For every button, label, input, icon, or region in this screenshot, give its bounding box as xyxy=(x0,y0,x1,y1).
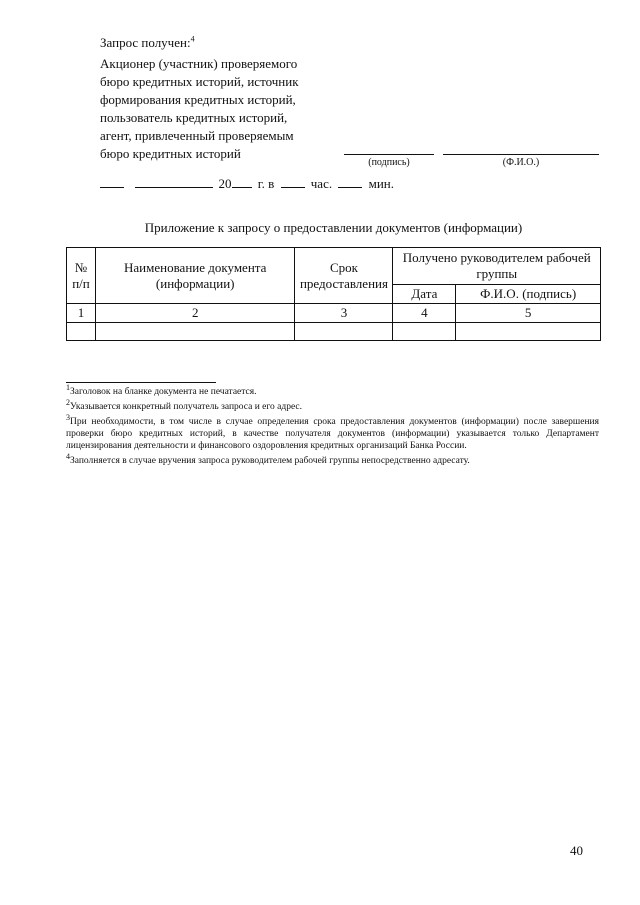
received-label: Запрос получен: xyxy=(100,35,191,50)
footnote-mark: 4 xyxy=(66,451,70,461)
year-prefix: 20 xyxy=(218,176,232,191)
footnote-3 xyxy=(66,412,599,452)
footnote-text: Заполняется в случае вручения запроса руководителем рабочей группы непосредственно адресату. xyxy=(70,456,470,466)
empty-cell xyxy=(456,323,601,341)
year-blank xyxy=(232,175,252,188)
footnotes xyxy=(66,382,599,467)
footnote-text: Заголовок на бланке документа не печатается. xyxy=(70,387,257,397)
empty-cell xyxy=(95,323,295,341)
footnote-mark: 1 xyxy=(66,382,70,392)
signature-caption: (подпись) xyxy=(368,157,410,168)
signature-line xyxy=(344,154,434,155)
empty-row xyxy=(67,323,601,341)
header-date: Дата xyxy=(393,285,456,304)
recipient-line: Акционер (участник) проверяемого xyxy=(100,56,298,71)
recipient-line: пользователь кредитных историй, xyxy=(100,110,288,125)
header-fio-sign: Ф.И.О. (подпись) xyxy=(456,285,601,304)
fio-caption: (Ф.И.О.) xyxy=(502,157,540,168)
column-number: 2 xyxy=(95,304,295,323)
minutes-blank xyxy=(338,175,362,188)
column-number: 3 xyxy=(295,304,393,323)
minutes-label: мин. xyxy=(368,176,394,191)
appendix-table xyxy=(66,247,601,341)
empty-cell xyxy=(295,323,393,341)
footnote-ref-4: 4 xyxy=(190,34,195,44)
fio-line xyxy=(443,154,599,155)
header-document-name: Наименование документа (информации) xyxy=(95,248,295,304)
page-number: 40 xyxy=(570,843,583,858)
appendix-title: Приложение к запросу о предоставлении документов (информации) xyxy=(144,220,523,235)
footnote-text: При необходимости, в том числе в случае определения срока предоставления документов (информации) после завершения проверки бюро кредитных историй, в качестве получателя документов (информации) указывается только Департамент лицензирования деятельности и финансового оздоровления кредитных организаций Банка России. xyxy=(66,417,599,451)
recipient-line: бюро кредитных историй xyxy=(100,146,241,161)
column-number-row xyxy=(67,304,601,323)
footnote-mark: 2 xyxy=(66,397,70,407)
footnote-separator xyxy=(66,382,216,383)
header-term: Срок предоставления xyxy=(295,248,393,304)
month-blank xyxy=(135,175,213,188)
empty-cell xyxy=(67,323,96,341)
date-time-line xyxy=(100,175,394,193)
recipient-description xyxy=(100,55,360,163)
recipient-line: агент, привлеченный проверяемым xyxy=(100,128,294,143)
footnote-4 xyxy=(66,451,599,467)
column-number: 5 xyxy=(456,304,601,323)
header-num: № п/п xyxy=(67,248,96,304)
empty-cell xyxy=(393,323,456,341)
recipient-line: бюро кредитных историй, источник xyxy=(100,74,299,89)
recipient-line: формирования кредитных историй, xyxy=(100,92,296,107)
footnote-mark: 3 xyxy=(66,412,70,422)
day-blank xyxy=(100,175,124,188)
received-heading xyxy=(100,34,195,52)
time-prefix: г. в xyxy=(257,176,275,191)
hours-blank xyxy=(281,175,305,188)
footnote-text: Указывается конкретный получатель запроса и его адрес. xyxy=(70,402,303,412)
hours-label: час. xyxy=(310,176,333,191)
column-number: 1 xyxy=(67,304,96,323)
column-number: 4 xyxy=(393,304,456,323)
header-received-by: Получено руководителем рабочей группы xyxy=(393,248,601,285)
footnote-1 xyxy=(66,382,599,398)
footnote-2 xyxy=(66,397,599,413)
